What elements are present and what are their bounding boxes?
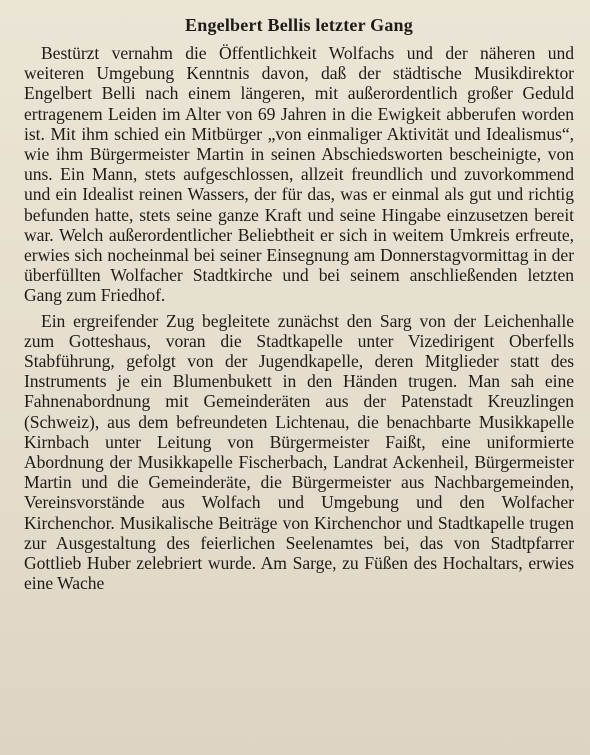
- article-paragraph-1: Bestürzt vernahm die Öffentlichkeit Wolfachs und der näheren und weiteren Umgebung Kenntnis davon, daß der städtische Musikdirektor Engelbert Belli nach einem längeren, mit außerordentlich großer Geduld ertragenem Leiden im Alter von 69 Jahren in die Ewigkeit abberufen worden ist. Mit ihm schied ein Mitbürger „von einmaliger Aktivität und Idealismus“, wie ihm Bürgermeister Martin in seinen Abschiedsworten bescheinigte, von uns. Ein Mann, stets aufgeschlossen, allzeit freundlich und zuvorkommend und ein Idealist reinen Wassers, der für das, was er einmal als gut und richtig befunden hatte, stets seine ganze Kraft und seine Hingabe einzusetzen bereit war. Welch außerordentlicher Beliebtheit er sich in weitem Umkreis erfreute, erwies sich nocheinmal bei seiner Einsegnung am Donnerstagvormittag in der überfüllten Wolfacher Stadtkirche und bei seinem anschließenden letzten Gang zum Friedhof.: [24, 43, 574, 306]
- article-paragraph-2: Ein ergreifender Zug begleitete zunächst den Sarg von der Leichenhalle zum Gotteshaus, voran die Stadtkapelle unter Vizedirigent Oberfells Stabführung, gefolgt von der Jugendkapelle, deren Mitglieder statt des Instruments je ein Blumenbukett in den Händen trugen. Man sah eine Fahnenabordnung mit Gemeinderäten aus der Patenstadt Kreuzlingen (Schweiz), aus dem befreundeten Lichtenau, die benachbarte Musikkapelle Kirnbach unter Leitung von Bürgermeister Faißt, eine uniformierte Abordnung der Musikkapelle Fischerbach, Landrat Ackenheil, Bürgermeister Martin und die Gemeinderäte, die Bürgermeister aus Nachbargemeinden, Vereinsvorstände aus Wolfach und Umgebung und den Wolfacher Kirchenchor. Musikalische Beiträge von Kirchenchor und Stadtkapelle trugen zur Ausgestaltung des feierlichen Seelenamtes bei, das von Stadtpfarrer Gottlieb Huber zelebriert wurde. Am Sarge, zu Füßen des Hochaltars, erwies eine Wache: [24, 310, 574, 594]
- article-title: Engelbert Bellis letzter Gang: [185, 15, 413, 35]
